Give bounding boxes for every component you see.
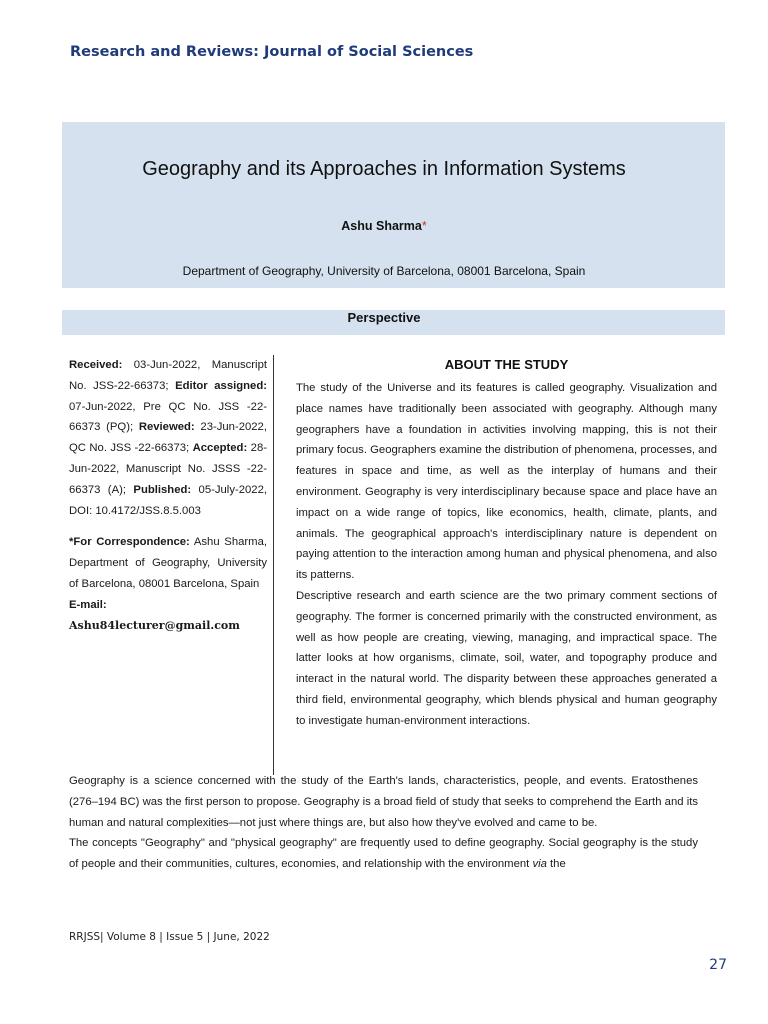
email-label-line (69, 595, 267, 616)
about-section (296, 378, 717, 732)
accepted-text: 28-Jun-2022, Manuscript No. JSSS -22-66373 (A); (69, 442, 267, 496)
journal-title: Research and Reviews: Journal of Social Sciences (70, 44, 474, 60)
footer-citation: RRJSS| Volume 8 | Issue 5 | June, 2022 (69, 931, 270, 943)
correspondence-paragraph (69, 532, 267, 594)
correspondence-text: Ashu Sharma, Department of Geography, University of Barcelona, 08001 Barcelona, Spain (69, 536, 267, 590)
affiliation: Department of Geography, University of Barcelona, 08001 Barcelona, Spain (182, 264, 586, 278)
page-number: 27 (709, 957, 727, 973)
accepted-label: Accepted: (192, 442, 248, 455)
article-type: Perspective (347, 310, 421, 325)
article-title: Geography and its Approaches in Information Systems (142, 158, 626, 180)
author-line (0, 219, 768, 233)
published-label: Published: (133, 483, 192, 496)
editor-label: Editor assigned: (175, 379, 267, 392)
article-metadata (69, 355, 267, 636)
reviewed-label: Reviewed: (138, 421, 195, 434)
editor-text: 07-Jun-2022, Pre QC No. JSS -22-66373 (PQ); (69, 400, 267, 434)
reviewed-text: 23-Jun-2022, QC No. JSS -22-66373; (69, 421, 267, 455)
about-paragraph-2: Descriptive research and earth science are the two primary comment sections of geography. The former is concerned primarily with the constructed environment, as well as how people are creating, viewing, managing, and impractical space. The latter looks at how organisms, climate, soil, water, and topography produce and interact in the natural world. The disparity between these approaches generated a third field, environmental geography, which blends physical and human geography to investigate human-environment interactions. (296, 589, 717, 727)
body-text (69, 771, 698, 875)
body-paragraph-1: Geography is a science concerned with the study of the Earth's lands, characteristics, people, and events. Eratosthenes (276–194 BC) was the first person to propose. Geography is a broad field of study that seeks to comprehend the Earth and its human and natural complexities—not just where things are, but also how they've evolved and came to be. (69, 775, 698, 829)
correspondence-label: *For Correspondence: (69, 536, 190, 549)
received-label: Received: (69, 359, 123, 371)
author-marker: * (421, 219, 427, 233)
author-name: Ashu Sharma (341, 219, 422, 233)
email-label: E-mail: (69, 598, 107, 611)
history-paragraph (69, 355, 267, 521)
body-paragraph-2-italic: via (532, 858, 547, 871)
body-paragraph-2 (69, 833, 698, 875)
email-line (69, 616, 267, 637)
spacer (69, 521, 267, 532)
about-paragraph-1: The study of the Universe and its features is called geography. Visualization and place names have traditionally been associated with geography. Although many geographers have a foundation in activities involving mapping, this is not their primary focus. Geographers examine the distribution of phenomena, processes, and features in space and time, as well as the interplay of humans and their environment. Geography is very interdisciplinary because space and place have an impact on a wide range of topics, like economics, health, climate, plants, and animals. The geographical approach's interdisciplinary nature is dependent on paying attention to the interaction among human and physical phenomena, and also its patterns. (296, 382, 717, 582)
email-address: Ashu84lecturer@gmail.com (69, 618, 240, 632)
received-text: 03-Jun-2022, Manuscript No. JSS-22-66373; (69, 359, 267, 392)
column-divider (273, 355, 274, 775)
body-paragraph-2-end: the (546, 858, 566, 871)
body-paragraph-2-start: The concepts "Geography" and "physical geography" are frequently used to define geography. Social geography is the study of people and their communities, cultures, economies, and relationship with the environment (69, 837, 698, 871)
published-text: 05-July-2022, DOI: 10.4172/JSS.8.5.003 (69, 483, 267, 517)
about-heading: ABOUT THE STUDY (444, 357, 569, 372)
